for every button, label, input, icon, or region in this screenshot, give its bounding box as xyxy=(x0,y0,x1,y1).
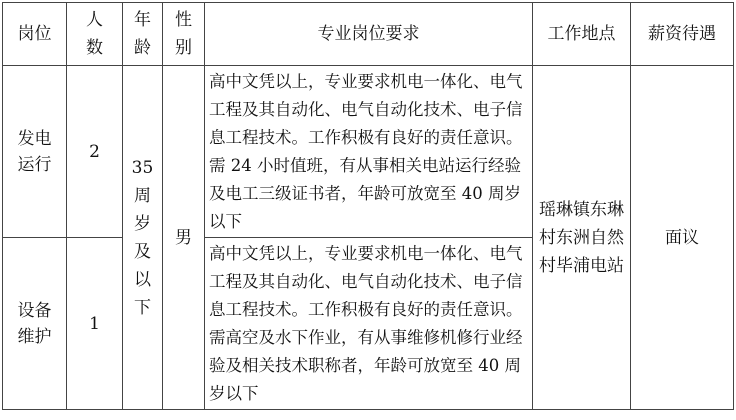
header-count-text: 人数 xyxy=(86,10,103,58)
location-cell: 瑶琳镇东琳村东洲自然村毕浦电站 xyxy=(533,66,631,410)
count-cell: 2 xyxy=(67,66,123,238)
header-salary: 薪资待遇 xyxy=(631,3,734,66)
requirements-cell: 高中文凭以上，专业要求机电一体化、电气工程及其自动化、电气自动化技术、电子信息工程技术。工作积极有良好的责任意识。需 24 小时值班，有从事相关电站运行经验及电工三级证书者，年龄可放宽至 40 周岁以下 xyxy=(205,66,533,238)
age-cell xyxy=(123,66,163,410)
count-cell: 1 xyxy=(67,238,123,410)
position-cell xyxy=(3,238,67,410)
gender-cell: 男 xyxy=(163,66,205,410)
job-table xyxy=(2,2,734,410)
age-text: 35周岁及以下 xyxy=(131,157,154,318)
header-row xyxy=(3,3,734,66)
header-gender-text: 性别 xyxy=(175,10,192,58)
position-text: 设备维护 xyxy=(17,300,52,347)
header-age xyxy=(123,3,163,66)
position-cell xyxy=(3,66,67,238)
table-row xyxy=(3,66,734,238)
header-count xyxy=(67,3,123,66)
header-requirements: 专业岗位要求 xyxy=(205,3,533,66)
header-gender xyxy=(163,3,205,66)
header-age-text: 年龄 xyxy=(134,10,151,58)
requirements-cell: 高中文凭以上，专业要求机电一体化、电气工程及其自动化、电气自动化技术、电子信息工程技术。工作积极有良好的责任意识。需高空及水下作业，有从事维修机修行业经验及相关技术职称者，年龄可放宽至 40 周岁以下 xyxy=(205,238,533,410)
header-location: 工作地点 xyxy=(533,3,631,66)
position-text: 发电运行 xyxy=(17,128,52,175)
header-position: 岗位 xyxy=(3,3,67,66)
salary-cell: 面议 xyxy=(631,66,734,410)
